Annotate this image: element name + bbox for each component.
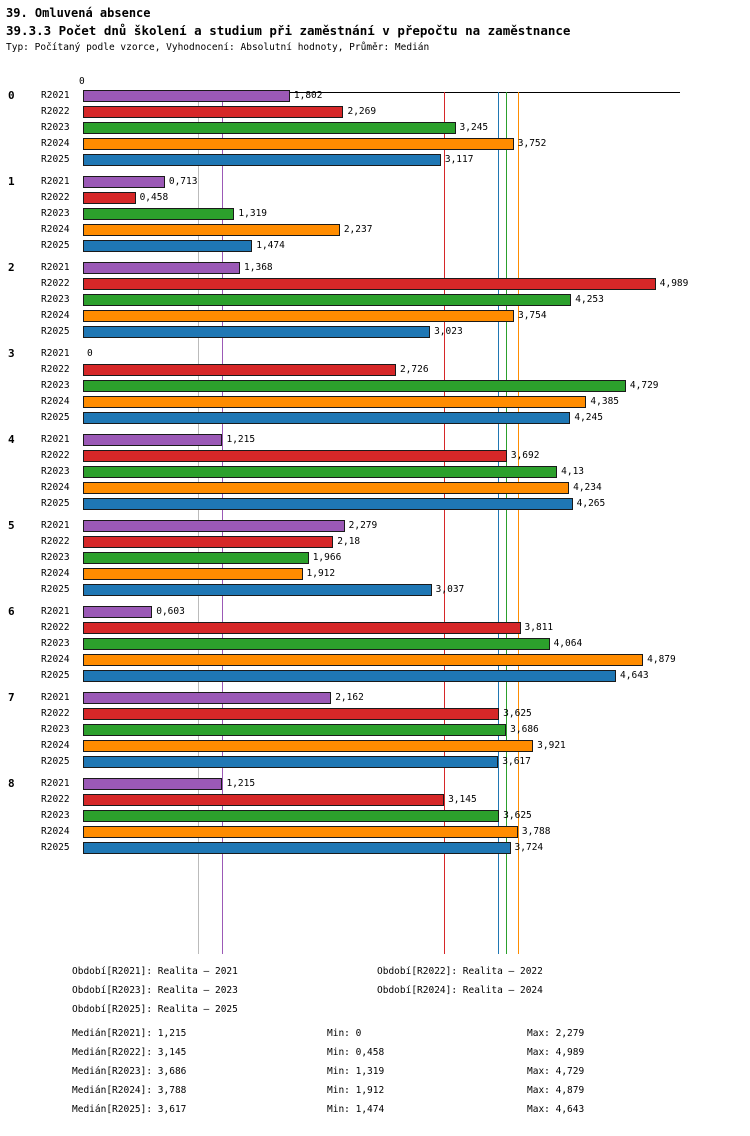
bar-value-label: 3,754 — [517, 310, 547, 321]
bar-value-label: 3,617 — [502, 756, 531, 767]
group-label: 2 — [8, 261, 15, 274]
series-label: R2021 — [41, 90, 70, 101]
stats-row — [0, 1028, 750, 1047]
bar-value-label: 1,802 — [293, 90, 323, 101]
bar-R2021[interactable] — [83, 692, 331, 704]
bar-row — [0, 152, 750, 168]
bar-value-label: 0 — [87, 348, 93, 359]
series-label: R2021 — [41, 692, 70, 703]
series-label: R2025 — [41, 670, 70, 681]
series-label: R2023 — [41, 638, 70, 649]
report-title: 39. Omluvená absence — [6, 6, 151, 20]
series-label: R2025 — [41, 842, 70, 853]
bar-value-label: 1,474 — [256, 240, 285, 251]
bar-row — [0, 604, 750, 620]
bar-value-label: 4,385 — [590, 396, 620, 407]
series-label: R2024 — [41, 224, 70, 235]
stats-row — [0, 1047, 750, 1066]
bar-R2021[interactable] — [83, 90, 290, 102]
bar-row — [0, 496, 750, 512]
bar-value-label: 4,245 — [574, 412, 603, 423]
bar-R2022[interactable] — [83, 450, 507, 462]
bar-row — [0, 346, 750, 362]
stat-min: Min: 1,319 — [327, 1066, 385, 1077]
bar-R2021[interactable] — [83, 434, 222, 446]
bar-R2024[interactable] — [83, 224, 340, 236]
bar-row — [0, 308, 750, 324]
bar-R2021[interactable] — [83, 778, 222, 790]
series-label: R2025 — [41, 326, 70, 337]
bar-row — [0, 620, 750, 636]
bar-value-label: 3,752 — [517, 138, 547, 149]
bar-value-label: 4,643 — [620, 670, 649, 681]
series-label: R2021 — [41, 606, 70, 617]
bar-R2024[interactable] — [83, 568, 303, 580]
stat-max: Max: 4,643 — [527, 1104, 585, 1115]
bar-row — [0, 722, 750, 738]
stats-row — [0, 1104, 750, 1123]
stat-min: Min: 0 — [327, 1028, 362, 1039]
series-label: R2021 — [41, 434, 70, 445]
bar-R2023[interactable] — [83, 552, 309, 564]
bar-R2021[interactable] — [83, 606, 152, 618]
legend-item[interactable]: Období[R2024]: Realita – 2024 — [377, 985, 543, 996]
bar-R2025[interactable] — [83, 670, 616, 682]
bar-R2022[interactable] — [83, 794, 444, 806]
page-title: 39.3.3 Počet dnů školení a studium při zaměstnání v přepočtu na zaměstnance — [6, 23, 571, 38]
series-label: R2025 — [41, 240, 70, 251]
series-label: R2022 — [41, 450, 70, 461]
bar-R2025[interactable] — [83, 240, 252, 252]
bar-value-label: 2,237 — [343, 224, 373, 235]
bar-R2025[interactable] — [83, 412, 570, 424]
bar-row — [0, 432, 750, 448]
bar-R2022[interactable] — [83, 192, 136, 204]
bar-value-label: 2,162 — [335, 692, 364, 703]
bar-value-label: 3,724 — [514, 842, 544, 853]
series-label: R2021 — [41, 778, 70, 789]
group-label: 7 — [8, 691, 15, 704]
bar-row — [0, 378, 750, 394]
bar-value-label: 3,625 — [503, 708, 532, 719]
bar-R2025[interactable] — [83, 584, 432, 596]
bar-R2021[interactable] — [83, 520, 345, 532]
bar-row — [0, 518, 750, 534]
stat-median: Medián[R2021]: 1,215 — [72, 1028, 187, 1039]
legend-item[interactable]: Období[R2021]: Realita – 2021 — [72, 966, 238, 977]
series-label: R2022 — [41, 192, 70, 203]
group-label: 8 — [8, 777, 15, 790]
bar-row — [0, 394, 750, 410]
bar-row — [0, 550, 750, 566]
series-label: R2024 — [41, 826, 70, 837]
series-label: R2022 — [41, 794, 70, 805]
bar-R2023[interactable] — [83, 122, 456, 134]
series-label: R2021 — [41, 262, 70, 273]
bar-R2023[interactable] — [83, 208, 234, 220]
bar-row — [0, 808, 750, 824]
bar-value-label: 0,713 — [168, 176, 198, 187]
bar-value-label: 3,921 — [537, 740, 566, 751]
bar-row — [0, 792, 750, 808]
series-label: R2021 — [41, 176, 70, 187]
series-label: R2022 — [41, 708, 70, 719]
bar-R2025[interactable] — [83, 756, 498, 768]
bar-R2022[interactable] — [83, 536, 333, 548]
series-label: R2023 — [41, 122, 70, 133]
bar-R2023[interactable] — [83, 810, 499, 822]
bar-value-label: 4,879 — [647, 654, 676, 665]
bar-row — [0, 88, 750, 104]
bar-value-label: 3,625 — [503, 810, 532, 821]
bar-value-label: 1,368 — [244, 262, 273, 273]
series-label: R2024 — [41, 138, 70, 149]
bar-row — [0, 776, 750, 792]
bar-row — [0, 754, 750, 770]
series-label: R2022 — [41, 536, 70, 547]
stat-max: Max: 4,879 — [527, 1085, 585, 1096]
chart-subtitle: Typ: Počítaný podle vzorce, Vyhodnocení: Absolutní hodnoty, Průměr: Medián — [6, 42, 430, 53]
bar-R2024[interactable] — [83, 310, 514, 322]
bar-row — [0, 738, 750, 754]
legend-item[interactable]: Období[R2023]: Realita – 2023 — [72, 985, 238, 996]
bar-R2024[interactable] — [83, 482, 569, 494]
bar-value-label: 3,117 — [444, 154, 474, 165]
bar-row — [0, 480, 750, 496]
bar-row — [0, 566, 750, 582]
bar-R2023[interactable] — [83, 724, 506, 736]
series-label: R2024 — [41, 482, 70, 493]
bar-value-label: 4,064 — [553, 638, 583, 649]
bar-value-label: 4,253 — [575, 294, 604, 305]
bar-row — [0, 222, 750, 238]
bar-row — [0, 292, 750, 308]
bar-row — [0, 238, 750, 254]
bar-value-label: 3,037 — [435, 584, 465, 595]
bar-row — [0, 582, 750, 598]
bar-value-label: 4,13 — [561, 466, 585, 477]
bar-R2023[interactable] — [83, 380, 626, 392]
stats-row — [0, 1066, 750, 1085]
bar-row — [0, 206, 750, 222]
bar-value-label: 1,319 — [238, 208, 268, 219]
bar-R2023[interactable] — [83, 638, 550, 650]
stat-max: Max: 4,729 — [527, 1066, 585, 1077]
series-label: R2023 — [41, 466, 70, 477]
stat-median: Medián[R2022]: 3,145 — [72, 1047, 187, 1058]
stat-median: Medián[R2025]: 3,617 — [72, 1104, 187, 1115]
bar-value-label: 3,245 — [459, 122, 489, 133]
bar-value-label: 0,603 — [156, 606, 185, 617]
bar-row — [0, 324, 750, 340]
series-label: R2025 — [41, 756, 70, 767]
bar-R2025[interactable] — [83, 154, 441, 166]
series-label: R2024 — [41, 310, 70, 321]
series-label: R2021 — [41, 520, 70, 531]
series-label: R2022 — [41, 622, 70, 633]
bar-R2022[interactable] — [83, 364, 396, 376]
bar-value-label: 3,145 — [448, 794, 477, 805]
bar-R2024[interactable] — [83, 396, 586, 408]
stat-median: Medián[R2023]: 3,686 — [72, 1066, 187, 1077]
bar-row — [0, 104, 750, 120]
bar-value-label: 1,966 — [312, 552, 342, 563]
bar-R2025[interactable] — [83, 498, 573, 510]
bar-value-label: 2,18 — [337, 536, 361, 547]
bar-row — [0, 260, 750, 276]
group-label: 4 — [8, 433, 15, 446]
bar-row — [0, 190, 750, 206]
bar-row — [0, 174, 750, 190]
bar-value-label: 3,692 — [510, 450, 540, 461]
series-label: R2022 — [41, 106, 70, 117]
bar-R2025[interactable] — [83, 326, 430, 338]
bar-row — [0, 120, 750, 136]
bar-value-label: 3,023 — [434, 326, 463, 337]
series-label: R2022 — [41, 364, 70, 375]
bar-row — [0, 824, 750, 840]
legend-item[interactable]: Období[R2022]: Realita – 2022 — [377, 966, 543, 977]
bar-row — [0, 668, 750, 684]
series-label: R2024 — [41, 654, 70, 665]
group-label: 1 — [8, 175, 15, 188]
bar-value-label: 4,234 — [573, 482, 602, 493]
bar-row — [0, 362, 750, 378]
series-label: R2023 — [41, 294, 70, 305]
bar-R2022[interactable] — [83, 106, 343, 118]
bar-R2022[interactable] — [83, 278, 656, 290]
bar-R2023[interactable] — [83, 466, 557, 478]
bar-R2024[interactable] — [83, 826, 518, 838]
group-label: 5 — [8, 519, 15, 532]
bar-row — [0, 690, 750, 706]
group-label: 3 — [8, 347, 15, 360]
bar-R2021[interactable] — [83, 262, 240, 274]
bar-R2021[interactable] — [83, 176, 165, 188]
bar-row — [0, 448, 750, 464]
group-label: 0 — [8, 89, 15, 102]
bar-R2025[interactable] — [83, 842, 511, 854]
bar-R2024[interactable] — [83, 138, 514, 150]
bar-value-label: 3,686 — [510, 724, 539, 735]
series-label: R2023 — [41, 724, 70, 735]
stat-median: Medián[R2024]: 3,788 — [72, 1085, 187, 1096]
bar-row — [0, 840, 750, 856]
series-label: R2024 — [41, 568, 70, 579]
stat-min: Min: 0,458 — [327, 1047, 385, 1058]
bar-R2024[interactable] — [83, 654, 643, 666]
series-label: R2022 — [41, 278, 70, 289]
bar-value-label: 4,265 — [576, 498, 606, 509]
bar-row — [0, 636, 750, 652]
bar-value-label: 0,458 — [139, 192, 169, 203]
series-label: R2023 — [41, 810, 70, 821]
bar-value-label: 4,729 — [629, 380, 659, 391]
bar-value-label: 1,215 — [226, 434, 256, 445]
bar-row — [0, 652, 750, 668]
bar-row — [0, 410, 750, 426]
series-label: R2023 — [41, 208, 70, 219]
bar-value-label: 1,215 — [226, 778, 256, 789]
bar-row — [0, 464, 750, 480]
stat-min: Min: 1,912 — [327, 1085, 385, 1096]
bar-value-label: 4,989 — [659, 278, 689, 289]
bar-R2023[interactable] — [83, 294, 571, 306]
series-label: R2025 — [41, 154, 70, 165]
bar-value-label: 2,726 — [399, 364, 429, 375]
bar-row — [0, 136, 750, 152]
series-label: R2023 — [41, 552, 70, 563]
stat-max: Max: 4,989 — [527, 1047, 585, 1058]
bar-value-label: 1,912 — [306, 568, 336, 579]
bar-R2022[interactable] — [83, 708, 499, 720]
bar-value-label: 3,788 — [521, 826, 551, 837]
series-label: R2025 — [41, 498, 70, 509]
stats-row — [0, 1085, 750, 1104]
bar-value-label: 2,279 — [348, 520, 378, 531]
axis-zero-label: 0 — [79, 76, 85, 87]
series-label: R2025 — [41, 584, 70, 595]
bar-row — [0, 276, 750, 292]
bar-row — [0, 706, 750, 722]
bar-row — [0, 534, 750, 550]
group-label: 6 — [8, 605, 15, 618]
legend-item[interactable]: Období[R2025]: Realita – 2025 — [72, 1004, 238, 1015]
bar-R2024[interactable] — [83, 740, 533, 752]
series-label: R2024 — [41, 396, 70, 407]
series-label: R2023 — [41, 380, 70, 391]
stat-min: Min: 1,474 — [327, 1104, 385, 1115]
bar-value-label: 2,269 — [347, 106, 377, 117]
bar-value-label: 3,811 — [524, 622, 554, 633]
bar-R2022[interactable] — [83, 622, 521, 634]
series-label: R2021 — [41, 348, 70, 359]
stat-max: Max: 2,279 — [527, 1028, 585, 1039]
series-label: R2024 — [41, 740, 70, 751]
series-label: R2025 — [41, 412, 70, 423]
